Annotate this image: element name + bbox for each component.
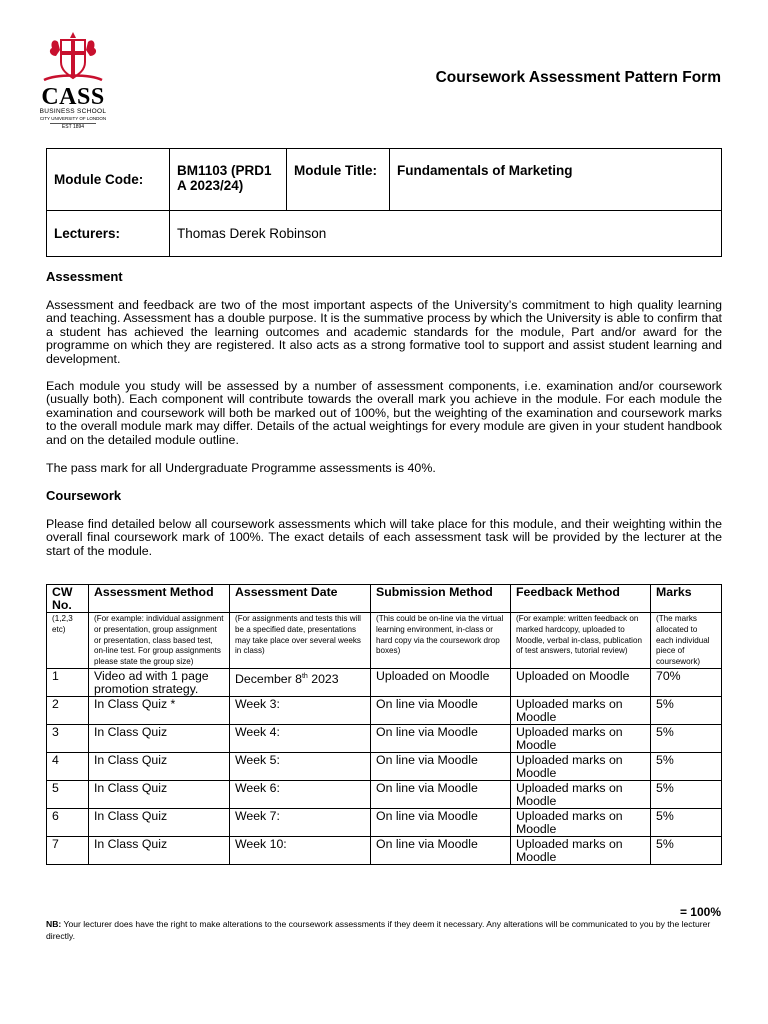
cell-marks: 5%: [651, 752, 722, 780]
coursework-intro: Please find detailed below all coursework assessments which will take place for this module, and their weighting within the overall final coursework mark of 100%. The exact details of each assessment task will be provided by the lecturer at the start of the module.: [46, 516, 722, 558]
cell-assessment-date: Week 7:: [230, 808, 371, 836]
cell-marks: 5%: [651, 724, 722, 752]
hint-marks: (The marks allocated to each individual piece of coursework): [651, 613, 722, 669]
table-row: [47, 780, 722, 808]
cell-submission-method: On line via Moodle: [371, 696, 511, 724]
cell-assessment-date: Week 3:: [230, 696, 371, 724]
table-row: [47, 752, 722, 780]
col-header-submission-method: Submission Method: [371, 585, 511, 613]
module-info-table: [46, 148, 722, 257]
cell-assessment-date: Week 5:: [230, 752, 371, 780]
hint-assessment-method: (For example: individual assignment or presentation, group assignment or presentation, class based test, on-line test. For group assignments please state the group size): [89, 613, 230, 669]
cell-submission-method: On line via Moodle: [371, 808, 511, 836]
cell-cw-no: 6: [47, 808, 89, 836]
page-title: Coursework Assessment Pattern Form: [435, 69, 721, 86]
table-row: [47, 808, 722, 836]
coursework-heading: Coursework: [46, 488, 122, 504]
assessment-section: [46, 270, 722, 559]
marks-total: = 100%: [679, 905, 721, 919]
crest-icon: [36, 28, 110, 84]
assessment-paragraph-2: Each module you study will be assessed by a number of assessment components, i.e. examination and/or coursework (usually both). Each component will contribute towards the overall mark you achieve in the module. For each module the examination and coursework will both be marked out of 100%, but the weighting of the examination and coursework marks to the overall module mark may differ. Details of the actual weightings for every module are given in your student handbook and on the detailed module outline.: [46, 378, 722, 447]
cell-assessment-date: [230, 668, 371, 696]
cell-assessment-method: In Class Quiz: [89, 808, 230, 836]
cell-cw-no: 3: [47, 724, 89, 752]
table-header-row: [47, 585, 722, 613]
cell-assessment-method: Video ad with 1 page promotion strategy.: [89, 668, 230, 696]
cell-feedback-method: Uploaded marks on Moodle: [511, 696, 651, 724]
table-row: [47, 836, 722, 864]
cell-feedback-method: Uploaded marks on Moodle: [511, 836, 651, 864]
cell-cw-no: 2: [47, 696, 89, 724]
col-header-assessment-date: Assessment Date: [230, 585, 371, 613]
module-title-value: Fundamentals of Marketing: [390, 149, 722, 211]
col-header-feedback-method: Feedback Method: [511, 585, 651, 613]
cell-assessment-method: In Class Quiz: [89, 724, 230, 752]
cell-cw-no: 1: [47, 668, 89, 696]
cell-marks: 5%: [651, 780, 722, 808]
cell-assessment-method: In Class Quiz: [89, 752, 230, 780]
cell-marks: 5%: [651, 808, 722, 836]
logo-established: EST 1894: [50, 123, 96, 130]
cell-submission-method: On line via Moodle: [371, 752, 511, 780]
lecturers-label: Lecturers:: [47, 211, 170, 257]
table-row: [47, 668, 722, 696]
cell-assessment-method: In Class Quiz: [89, 780, 230, 808]
cell-date-year: 2023: [307, 672, 339, 687]
nb-label: NB:: [46, 919, 62, 929]
cell-feedback-method: Uploaded on Moodle: [511, 668, 651, 696]
cell-marks: 70%: [651, 668, 722, 696]
cell-cw-no: 7: [47, 836, 89, 864]
nb-text: Your lecturer does have the right to make alterations to the coursework assessments if they deem it necessary. Any alterations will be communicated to you by the lecturer directly.: [46, 919, 711, 941]
cell-date-text: December 8: [235, 672, 302, 687]
cell-assessment-method: In Class Quiz: [89, 836, 230, 864]
hint-feedback-method: (For example: written feedback on marked hardcopy, uploaded to Moodle, verbal in-class, publication of test answers, tutorial review): [511, 613, 651, 669]
hint-assessment-date: (For assignments and tests this will be a specified date, presentations may take place over several weeks in class): [230, 613, 371, 669]
cell-feedback-method: Uploaded marks on Moodle: [511, 752, 651, 780]
coursework-table: [46, 584, 722, 865]
table-row: [47, 724, 722, 752]
assessment-heading: Assessment: [46, 269, 123, 284]
col-header-cw-no: CW No.: [47, 585, 89, 613]
cell-feedback-method: Uploaded marks on Moodle: [511, 724, 651, 752]
cell-date-ordinal: th: [301, 672, 308, 680]
assessment-paragraph-1: Assessment and feedback are two of the most important aspects of the University’s commitment to high quality learning and teaching. Assessment has a double purpose. It is the summative process by which the University is able to confirm that a student has achieved the learning outcomes and academic standards for the module, Part and/or award for the programme on which they are registered. It also acts as a strong formative tool to support and assist student learning and development.: [46, 297, 722, 366]
cell-assessment-date: Week 10:: [230, 836, 371, 864]
nb-note: [46, 918, 722, 942]
table-hint-row: [47, 613, 722, 669]
logo-school: BUSINESS SCHOOL: [39, 108, 107, 115]
cell-assessment-method: In Class Quiz *: [89, 696, 230, 724]
cell-assessment-date: Week 6:: [230, 780, 371, 808]
cell-submission-method: On line via Moodle: [371, 780, 511, 808]
module-code-label: Module Code:: [47, 149, 170, 211]
col-header-assessment-method: Assessment Method: [89, 585, 230, 613]
cell-submission-method: Uploaded on Moodle: [371, 668, 511, 696]
hint-cw-no: (1,2,3 etc): [47, 613, 89, 669]
cell-marks: 5%: [651, 696, 722, 724]
logo-wordmark: CASS: [41, 84, 105, 110]
hint-submission-method: (This could be on-line via the virtual learning environment, in-class or hard copy via the coursework drop boxes): [371, 613, 511, 669]
cell-marks: 5%: [651, 836, 722, 864]
cell-submission-method: On line via Moodle: [371, 836, 511, 864]
cass-logo: [36, 28, 110, 130]
module-code-value: BM1103 (PRD1 A 2023/24): [170, 149, 287, 211]
assessment-paragraph-3: The pass mark for all Undergraduate Programme assessments is 40%.: [46, 460, 436, 475]
module-title-label: Module Title:: [287, 149, 390, 211]
col-header-marks: Marks: [651, 585, 722, 613]
logo-university: CITY UNIVERSITY OF LONDON: [39, 116, 107, 121]
cell-assessment-date: Week 4:: [230, 724, 371, 752]
cell-feedback-method: Uploaded marks on Moodle: [511, 780, 651, 808]
cell-cw-no: 4: [47, 752, 89, 780]
cell-feedback-method: Uploaded marks on Moodle: [511, 808, 651, 836]
table-row: [47, 696, 722, 724]
cell-cw-no: 5: [47, 780, 89, 808]
lecturers-value: Thomas Derek Robinson: [170, 211, 722, 257]
cell-submission-method: On line via Moodle: [371, 724, 511, 752]
